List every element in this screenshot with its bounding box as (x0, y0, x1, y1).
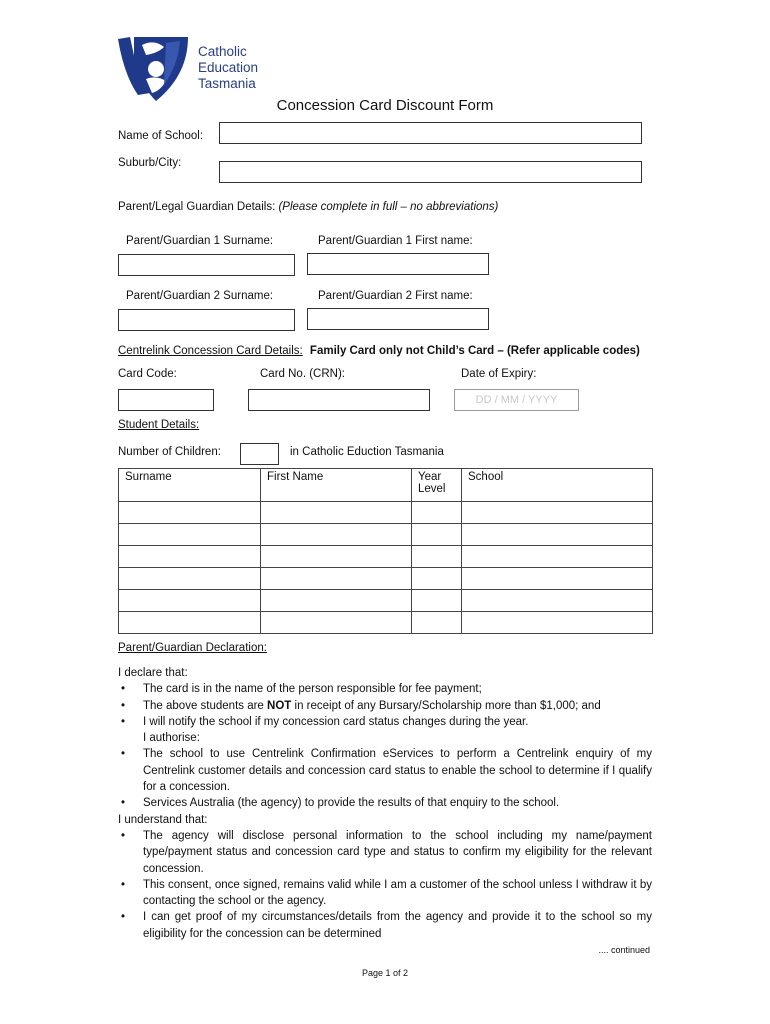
p1-surname-label: Parent/Guardian 1 Surname: (126, 235, 274, 247)
p2-surname-label: Parent/Guardian 2 Surname: (126, 290, 274, 302)
cell-year-level[interactable] (412, 546, 462, 568)
col-first-name: First Name (261, 469, 412, 502)
declare-item-text: I will notify the school if my concession card status changes during the year. (143, 715, 529, 728)
understand-item-text: I can get proof of my circumstances/details from the agency and provide it to the school so my eligibility for the concession can be determined (143, 911, 652, 940)
cell-school[interactable] (462, 524, 653, 546)
col-year-level: Year Level (412, 469, 462, 502)
card-code-field[interactable] (118, 389, 214, 411)
table-row (119, 612, 653, 634)
guardian-section-heading (118, 201, 498, 213)
catholic-education-logo (116, 35, 192, 103)
children-count-label: Number of Children: (118, 446, 221, 458)
cell-year-level[interactable] (412, 590, 462, 612)
declare-item (118, 681, 652, 697)
bullet: • (121, 829, 126, 842)
cell-surname[interactable] (119, 568, 261, 590)
cell-surname[interactable] (119, 590, 261, 612)
bullet: • (121, 683, 126, 696)
card-no-label: Card No. (CRN): (260, 368, 345, 380)
expiry-placeholder: DD / MM / YYYY (475, 394, 558, 406)
children-suffix: in Catholic Eduction Tasmania (290, 446, 444, 458)
understand-item-text: The agency will disclose personal information to the school including my name/payment type/payment status and concession card type and status to confirm my eligibility for the relevant concession. (143, 829, 652, 875)
cell-school[interactable] (462, 546, 653, 568)
not-item-bold: NOT (267, 699, 292, 712)
cell-year-level[interactable] (412, 502, 462, 524)
table-row (119, 568, 653, 590)
authorise-item (118, 746, 652, 795)
cell-year-level[interactable] (412, 568, 462, 590)
cell-surname[interactable] (119, 612, 261, 634)
table-row (119, 524, 653, 546)
card-no-field[interactable] (248, 389, 430, 411)
bullet: • (121, 878, 126, 891)
declare-item (118, 714, 652, 730)
student-section-label: Student Details: (118, 419, 200, 431)
card-code-label: Card Code: (118, 368, 177, 380)
expiry-date-field[interactable] (454, 389, 579, 411)
understand-item (118, 909, 652, 942)
bullet: • (121, 699, 126, 712)
bullet: • (121, 715, 126, 728)
cell-school[interactable] (462, 612, 653, 634)
logo-line-3: Tasmania (198, 76, 256, 91)
p2-firstname-field[interactable] (307, 308, 489, 330)
p1-firstname-label: Parent/Guardian 1 First name: (318, 235, 473, 247)
understand-intro: I understand that: (118, 813, 208, 826)
cell-first-name[interactable] (261, 568, 412, 590)
col-surname: Surname (119, 469, 261, 502)
cell-surname[interactable] (119, 546, 261, 568)
not-item-after: in receipt of any Bursary/Scholarship more than $1,000; and (291, 699, 601, 712)
cell-surname[interactable] (119, 524, 261, 546)
cell-first-name[interactable] (261, 612, 412, 634)
cell-first-name[interactable] (261, 590, 412, 612)
cell-surname[interactable] (119, 502, 261, 524)
cell-school[interactable] (462, 502, 653, 524)
understand-item (118, 877, 652, 910)
cell-first-name[interactable] (261, 524, 412, 546)
centrelink-section-label: Centrelink Concession Card Details: (118, 345, 303, 357)
cell-year-level[interactable] (412, 524, 462, 546)
suburb-field[interactable] (219, 161, 642, 183)
logo-line-1: Catholic (198, 44, 247, 59)
understand-item-text: This consent, once signed, remains valid while I am a customer of the school unless I withdraw it by contacting the school or the agency. (143, 878, 652, 908)
cell-school[interactable] (462, 590, 653, 612)
cell-first-name[interactable] (261, 502, 412, 524)
authorise-item-text: The school to use Centrelink Confirmation eServices to perform a Centrelink enquiry of my Centrelink customer details and concession card status to enable the school to determine if I qualify for a concession. (143, 748, 652, 794)
student-table-header (119, 469, 653, 502)
shield-logo-icon (116, 35, 192, 103)
understand-item (118, 828, 652, 877)
centrelink-section-note: Family Card only not Child’s Card – (Refer applicable codes) (309, 345, 640, 357)
authorise-item (118, 795, 652, 811)
bullet: • (121, 911, 126, 924)
p2-surname-field[interactable] (118, 309, 295, 331)
logo-line-2: Education (198, 60, 259, 75)
student-table (118, 468, 653, 634)
authorise-intro: I authorise: (143, 732, 200, 745)
suburb-label: Suburb/City: (118, 157, 182, 169)
continued-note: .... continued (598, 945, 650, 955)
logo-text (198, 44, 258, 92)
declare-item (118, 698, 652, 714)
declare-intro: I declare that: (118, 667, 188, 679)
p2-firstname-label: Parent/Guardian 2 First name: (318, 290, 473, 302)
cell-first-name[interactable] (261, 546, 412, 568)
page-number: Page 1 of 2 (361, 968, 409, 978)
not-item-before: The above students are (143, 699, 268, 712)
table-row (119, 546, 653, 568)
bullet: • (121, 797, 126, 810)
table-row (119, 502, 653, 524)
p1-surname-field[interactable] (118, 254, 295, 276)
expiry-label: Date of Expiry: (461, 368, 537, 380)
children-count-field[interactable] (240, 443, 279, 465)
school-name-label: Name of School: (118, 130, 204, 142)
form-title: Concession Card Discount Form (276, 97, 494, 114)
table-row (119, 590, 653, 612)
p1-firstname-field[interactable] (307, 253, 489, 275)
cell-school[interactable] (462, 568, 653, 590)
school-name-field[interactable] (219, 122, 642, 144)
guardian-section-note: (Please complete in full – no abbreviations) (278, 201, 499, 213)
centrelink-section-heading (118, 345, 640, 357)
declaration-section-label: Parent/Guardian Declaration: (118, 642, 267, 654)
declare-item-text: The card is in the name of the person responsible for fee payment; (143, 683, 482, 696)
col-school: School (462, 469, 653, 502)
bullet: • (121, 748, 126, 761)
declaration-body (118, 665, 652, 942)
guardian-section-label: Parent/Legal Guardian Details: (118, 201, 276, 213)
cell-year-level[interactable] (412, 612, 462, 634)
authorise-item-text: Services Australia (the agency) to provide the results of that enquiry to the school. (143, 797, 560, 810)
